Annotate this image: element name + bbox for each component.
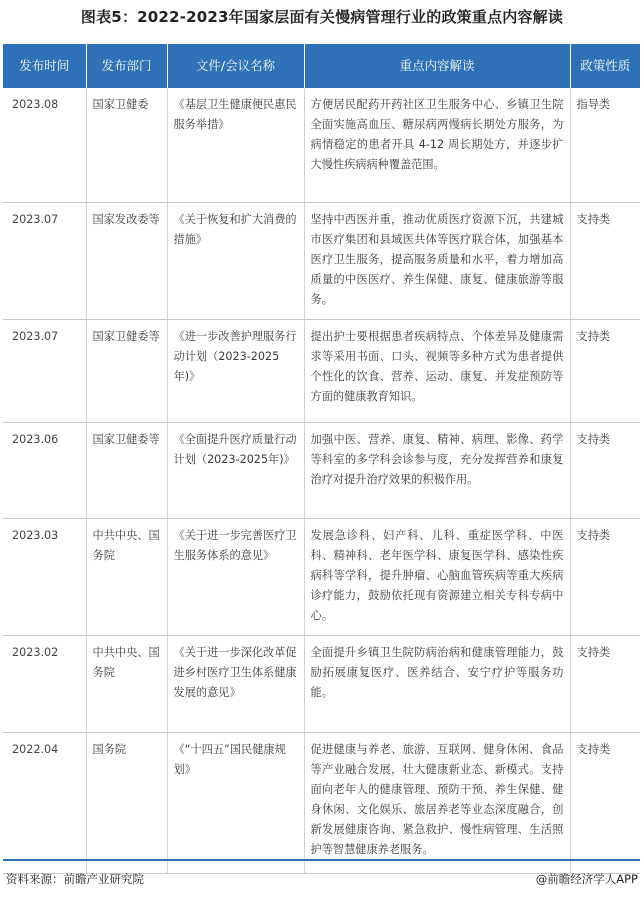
cell-key-content: 促进健康与养老、旅游、互联网、健身休闲、食品等产业融合发展，壮大健康新业态、新模式。支持面向老年人的健康管理、预防干预、养生保健、健身休闲、文化娱乐、旅居养老等业态深度融合，创新发展健康咨询、紧急救护、慢性病管理、生活照护等智慧健康养老服务。 (304, 732, 570, 873)
cell-document-name: 《关于进一步深化改革促进乡村医疗卫生体系健康发展的意见》 (167, 635, 304, 732)
header-department: 发布部门 (86, 44, 167, 88)
cell-key-content: 提出护士要根据患者疾病特点、个体差异及健康需求等采用书面、口头、视频等多种方式为患者提供个性化的饮食、营养、运动、康复、并发症预防等方面的健康教育知识。 (304, 319, 570, 422)
cell-document-name: 《“十四五”国民健康规划》 (167, 732, 304, 873)
brand-credit: @前瞻经济学人APP (535, 872, 638, 886)
table-row (3, 635, 640, 732)
cell-date: 2023.03 (3, 518, 86, 635)
cell-document-name: 《关于恢复和扩大消费的措施》 (167, 202, 304, 319)
table-row (3, 518, 640, 635)
cell-department: 中共中央、国务院 (86, 635, 167, 732)
cell-policy-nature: 支持类 (570, 319, 640, 422)
cell-policy-nature: 支持类 (570, 202, 640, 319)
cell-date: 2022.04 (3, 732, 86, 873)
source-note: 资料来源：前瞻产业研究院 (6, 872, 144, 886)
table-row (3, 422, 640, 518)
cell-document-name: 《进一步改善护理服务行动计划（2023-2025年)》 (167, 319, 304, 422)
cell-key-content: 方便居民配药开药社区卫生服务中心、乡镇卫生院全面实施高血压、糖尿病两慢病长期处方服务，为病情稳定的患者开具 4-12 周长期处方，并逐步扩大慢性疾病病种覆盖范围。 (304, 88, 570, 202)
cell-department: 国家发改委等 (86, 202, 167, 319)
cell-department: 国家卫健委等 (86, 422, 167, 518)
table-row (3, 88, 640, 202)
cell-department: 国务院 (86, 732, 167, 873)
cell-policy-nature: 支持类 (570, 635, 640, 732)
cell-key-content: 发展急诊科、妇产科、儿科、重症医学科、中医科、精神科、老年医学科、康复医学科、感染性疾病科等学科，提升肿瘤、心脑血管疾病等重大疾病诊疗能力，鼓励依托现有资源建立相关专科专病中心。 (304, 518, 570, 635)
table-header-row (3, 44, 640, 88)
header-document-name: 文件/会议名称 (167, 44, 304, 88)
cell-document-name: 《基层卫生健康便民惠民服务举措》 (167, 88, 304, 202)
header-date: 发布时间 (3, 44, 86, 88)
cell-document-name: 《全面提升医疗质量行动计划（2023-2025年)》 (167, 422, 304, 518)
header-key-content: 重点内容解读 (304, 44, 570, 88)
cell-policy-nature: 支持类 (570, 422, 640, 518)
policy-table (3, 44, 640, 874)
cell-document-name: 《关于进一步完善医疗卫生服务体系的意见》 (167, 518, 304, 635)
cell-department: 国家卫健委 (86, 88, 167, 202)
table-row (3, 732, 640, 873)
cell-policy-nature: 支持类 (570, 732, 640, 873)
cell-policy-nature: 支持类 (570, 518, 640, 635)
header-policy-nature: 政策性质 (570, 44, 640, 88)
cell-department: 中共中央、国务院 (86, 518, 167, 635)
cell-date: 2023.02 (3, 635, 86, 732)
cell-date: 2023.08 (3, 88, 86, 202)
cell-key-content: 加强中医、营养、康复、精神、病理、影像、药学等科室的多学科会诊参与度，充分发挥营养和康复治疗对提升治疗效果的积极作用。 (304, 422, 570, 518)
table-row (3, 319, 640, 422)
cell-key-content: 全面提升乡镇卫生院防病治病和健康管理能力，鼓励拓展康复医疗、医养结合、安宁疗护等服务功能。 (304, 635, 570, 732)
table-row (3, 202, 640, 319)
bottom-divider (3, 859, 640, 861)
cell-date: 2023.07 (3, 202, 86, 319)
cell-date: 2023.07 (3, 319, 86, 422)
cell-policy-nature: 指导类 (570, 88, 640, 202)
page-title: 图表5：2022-2023年国家层面有关慢病管理行业的政策重点内容解读 (80, 8, 564, 26)
cell-key-content: 坚持中西医并重，推动优质医疗资源下沉，共建城市医疗集团和县域医共体等医疗联合体，加强基本医疗卫生服务，提高服务质量和水平，着力增加高质量的中医医疗、养生保健、康复、健康旅游等服务。 (304, 202, 570, 319)
cell-department: 国家卫健委等 (86, 319, 167, 422)
cell-date: 2023.06 (3, 422, 86, 518)
